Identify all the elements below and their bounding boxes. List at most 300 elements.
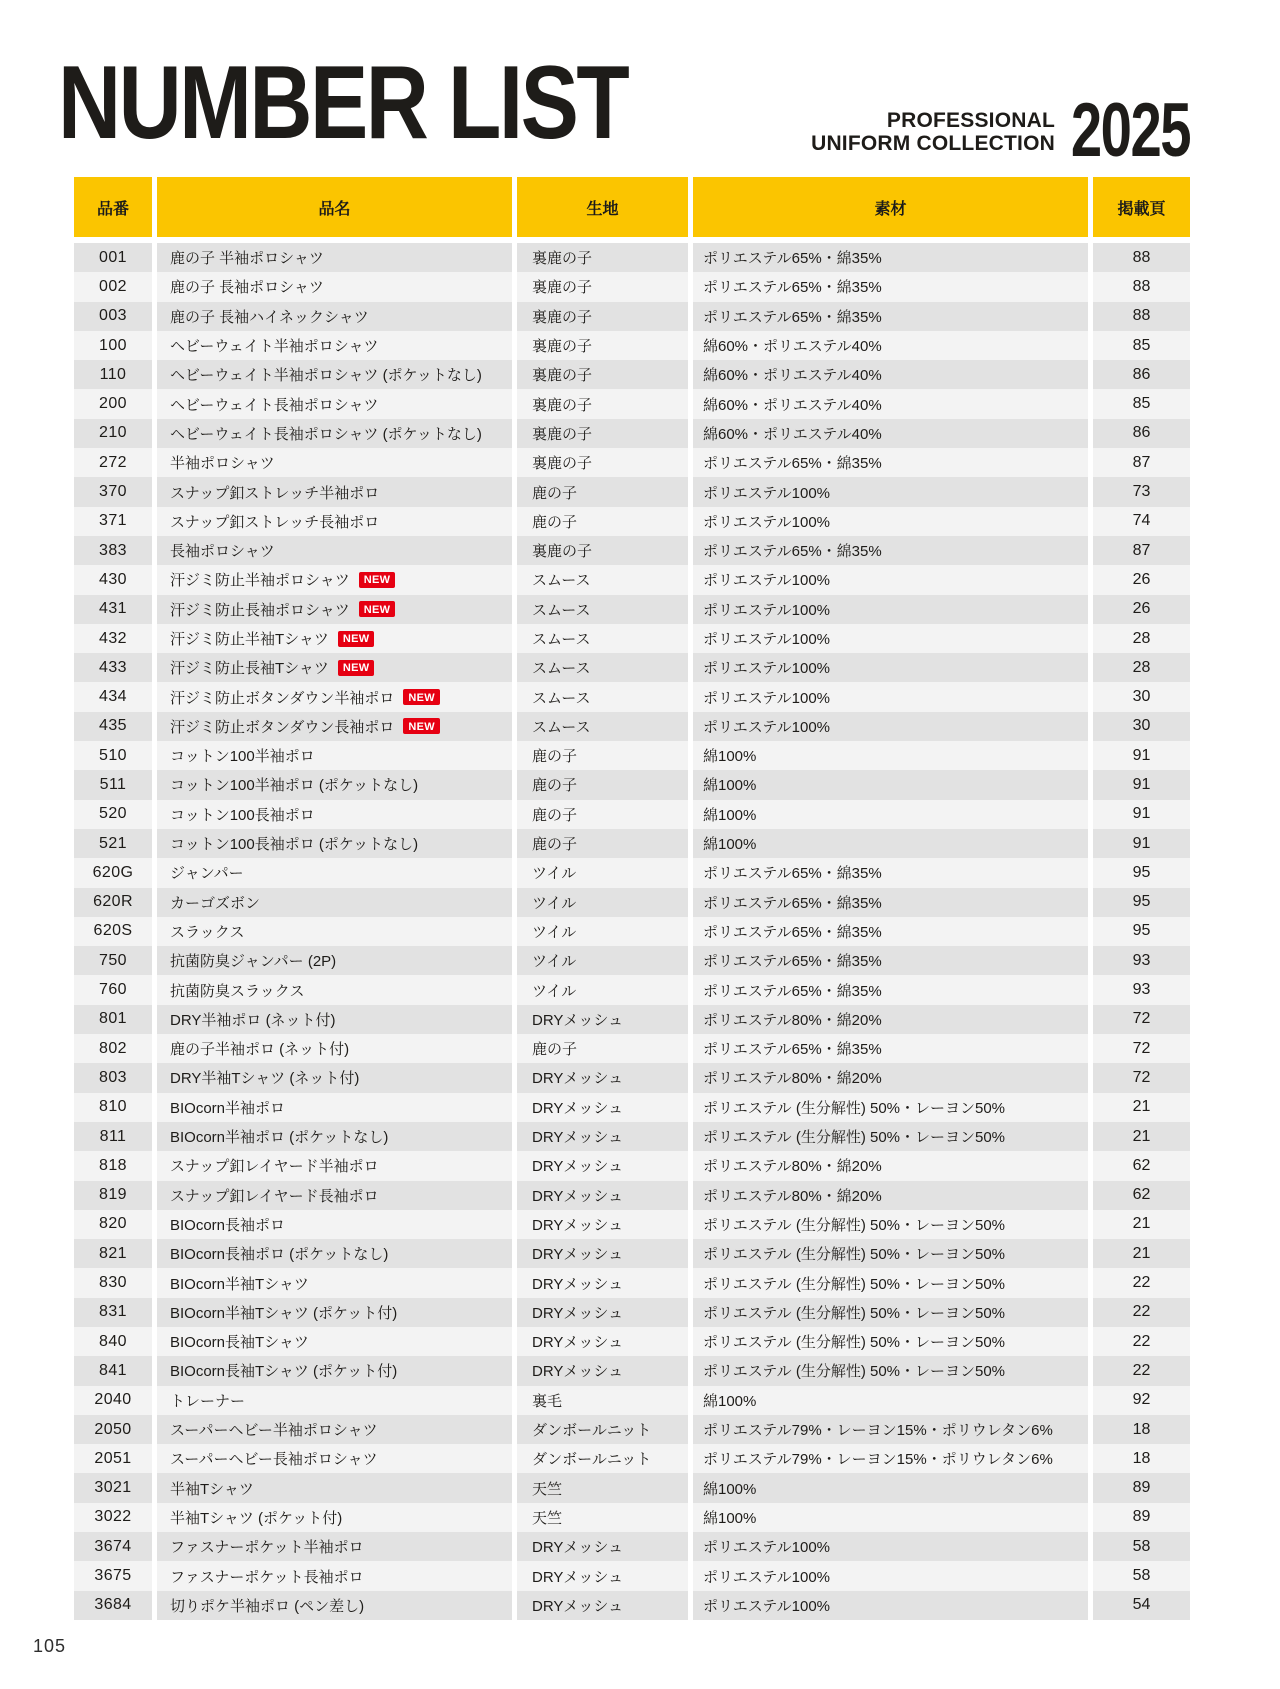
item-name-text: トレーナー [170, 1392, 246, 1410]
item-name-cell [157, 507, 512, 536]
page-ref-cell: 58 [1093, 1532, 1190, 1561]
number-list-table [74, 177, 1190, 1620]
item-name-text: 汗ジミ防止ボタンダウン長袖ポロ [170, 718, 395, 736]
item-name-cell [157, 653, 512, 682]
table-row [74, 1122, 1190, 1151]
material-cell: 綿100% [693, 1503, 1088, 1532]
item-name-cell [157, 331, 512, 360]
item-name-text: スーパーヘビー半袖ポロシャツ [170, 1422, 378, 1440]
page-ref-cell: 91 [1093, 829, 1190, 858]
item-name-cell [157, 1415, 512, 1444]
item-name-text: 汗ジミ防止長袖ポロシャツ [170, 601, 350, 619]
table-row [74, 331, 1190, 360]
page-ref-cell: 73 [1093, 477, 1190, 506]
item-name-cell [157, 243, 512, 272]
item-name-text: 半袖Tシャツ [170, 1480, 254, 1498]
table-body [74, 243, 1190, 1620]
fabric-cell: DRYメッシュ [517, 1151, 688, 1180]
item-number-cell: 435 [74, 712, 152, 741]
item-name-text: ヘビーウェイト半袖ポロシャツ [170, 338, 379, 356]
table-row [74, 448, 1190, 477]
item-name-text: コットン100半袖ポロ (ポケットなし) [170, 777, 419, 795]
page-ref-cell: 95 [1093, 917, 1190, 946]
material-cell: ポリエステル65%・綿35% [693, 975, 1088, 1004]
item-number-cell: 383 [74, 536, 152, 565]
table-row [74, 302, 1190, 331]
item-number-cell: 001 [74, 243, 152, 272]
page-ref-cell: 21 [1093, 1093, 1190, 1122]
item-name-text: コットン100長袖ポロ [170, 806, 315, 824]
item-number-cell: 520 [74, 800, 152, 829]
material-cell: ポリエステル79%・レーヨン15%・ポリウレタン6% [693, 1415, 1088, 1444]
item-name-text: カーゴズボン [170, 894, 261, 912]
item-name-cell [157, 1386, 512, 1415]
table-row [74, 975, 1190, 1004]
item-number-cell: 818 [74, 1151, 152, 1180]
item-number-cell: 510 [74, 741, 152, 770]
new-badge: NEW [359, 572, 396, 588]
item-number-cell: 810 [74, 1093, 152, 1122]
table-row [74, 1239, 1190, 1268]
table-row [74, 1415, 1190, 1444]
table-header-row [74, 177, 1190, 237]
fabric-cell: DRYメッシュ [517, 1239, 688, 1268]
material-cell: ポリエステル100% [693, 1532, 1088, 1561]
material-cell: ポリエステル100% [693, 507, 1088, 536]
item-number-cell: 820 [74, 1210, 152, 1239]
page-ref-cell: 88 [1093, 302, 1190, 331]
item-name-text: 汗ジミ防止半袖ポロシャツ [170, 572, 350, 590]
item-name-cell [157, 712, 512, 741]
new-badge: NEW [338, 660, 375, 676]
material-cell: ポリエステル65%・綿35% [693, 946, 1088, 975]
item-number-cell: 272 [74, 448, 152, 477]
material-cell: ポリエステル100% [693, 682, 1088, 711]
page-ref-cell: 58 [1093, 1561, 1190, 1590]
table-row [74, 1005, 1190, 1034]
table-row [74, 800, 1190, 829]
page-ref-cell: 21 [1093, 1210, 1190, 1239]
item-name-text: コットン100半袖ポロ [170, 748, 315, 766]
item-number-cell: 830 [74, 1268, 152, 1297]
item-name-cell [157, 302, 512, 331]
fabric-cell: 鹿の子 [517, 741, 688, 770]
fabric-cell: 天竺 [517, 1473, 688, 1502]
page-ref-cell: 28 [1093, 653, 1190, 682]
table-row [74, 1356, 1190, 1385]
material-cell: ポリエステル80%・綿20% [693, 1181, 1088, 1210]
fabric-cell: 天竺 [517, 1503, 688, 1532]
page-ref-cell: 18 [1093, 1444, 1190, 1473]
page-ref-cell: 91 [1093, 741, 1190, 770]
new-badge: NEW [403, 689, 440, 705]
page-ref-cell: 89 [1093, 1473, 1190, 1502]
table-row [74, 1444, 1190, 1473]
item-name-text: BIOcorn半袖Tシャツ (ポケット付) [170, 1304, 398, 1322]
page-ref-cell: 26 [1093, 565, 1190, 594]
item-name-cell [157, 1327, 512, 1356]
material-cell: ポリエステル (生分解性) 50%・レーヨン50% [693, 1093, 1088, 1122]
table-row [74, 507, 1190, 536]
item-number-cell: 620S [74, 917, 152, 946]
page-ref-cell: 95 [1093, 888, 1190, 917]
fabric-cell: DRYメッシュ [517, 1268, 688, 1297]
table-row [74, 536, 1190, 565]
item-number-cell: 110 [74, 360, 152, 389]
table-row [74, 712, 1190, 741]
column-header-page: 掲載頁 [1093, 177, 1190, 237]
item-name-cell [157, 624, 512, 653]
page-ref-cell: 72 [1093, 1063, 1190, 1092]
item-number-cell: 803 [74, 1063, 152, 1092]
item-name-text: ファスナーポケット長袖ポロ [170, 1568, 364, 1586]
item-name-text: スーパーヘビー長袖ポロシャツ [170, 1451, 378, 1469]
fabric-cell: DRYメッシュ [517, 1356, 688, 1385]
fabric-cell: DRYメッシュ [517, 1181, 688, 1210]
material-cell: ポリエステル (生分解性) 50%・レーヨン50% [693, 1239, 1088, 1268]
item-number-cell: 831 [74, 1298, 152, 1327]
fabric-cell: DRYメッシュ [517, 1298, 688, 1327]
item-name-cell [157, 1268, 512, 1297]
table-row [74, 1151, 1190, 1180]
table-row [74, 1034, 1190, 1063]
material-cell: ポリエステル80%・綿20% [693, 1063, 1088, 1092]
page-ref-cell: 89 [1093, 1503, 1190, 1532]
item-name-cell [157, 1561, 512, 1590]
page-ref-cell: 86 [1093, 419, 1190, 448]
item-number-cell: 3022 [74, 1503, 152, 1532]
page-ref-cell: 54 [1093, 1591, 1190, 1620]
page-ref-cell: 30 [1093, 682, 1190, 711]
fabric-cell: DRYメッシュ [517, 1122, 688, 1151]
item-name-text: BIOcorn半袖ポロ (ポケットなし) [170, 1129, 389, 1147]
item-name-text: DRY半袖ポロ (ネット付) [170, 1011, 336, 1029]
page-ref-cell: 18 [1093, 1415, 1190, 1444]
page-ref-cell: 28 [1093, 624, 1190, 653]
item-name-cell [157, 1298, 512, 1327]
item-name-text: 長袖ポロシャツ [170, 543, 275, 561]
item-name-text: スナップ釦レイヤード長袖ポロ [170, 1187, 379, 1205]
table-row [74, 243, 1190, 272]
fabric-cell: 鹿の子 [517, 507, 688, 536]
fabric-cell: スムース [517, 682, 688, 711]
fabric-cell: 裏鹿の子 [517, 360, 688, 389]
item-name-cell [157, 536, 512, 565]
item-name-cell [157, 1063, 512, 1092]
item-number-cell: 002 [74, 272, 152, 301]
item-number-cell: 821 [74, 1239, 152, 1268]
material-cell: ポリエステル65%・綿35% [693, 888, 1088, 917]
page-ref-cell: 62 [1093, 1181, 1190, 1210]
item-name-text: ジャンパー [170, 865, 244, 883]
fabric-cell: 裏鹿の子 [517, 272, 688, 301]
item-name-text: スナップ釦レイヤード半袖ポロ [170, 1158, 379, 1176]
item-name-cell [157, 682, 512, 711]
table-row [74, 888, 1190, 917]
fabric-cell: 裏鹿の子 [517, 331, 688, 360]
item-name-cell [157, 1034, 512, 1063]
page-ref-cell: 62 [1093, 1151, 1190, 1180]
material-cell: ポリエステル100% [693, 624, 1088, 653]
page-ref-cell: 88 [1093, 272, 1190, 301]
page-ref-cell: 26 [1093, 595, 1190, 624]
item-name-cell [157, 1356, 512, 1385]
item-number-cell: 2050 [74, 1415, 152, 1444]
material-cell: 綿100% [693, 1473, 1088, 1502]
page-ref-cell: 95 [1093, 858, 1190, 887]
item-name-text: 半袖Tシャツ (ポケット付) [170, 1509, 343, 1527]
fabric-cell: スムース [517, 565, 688, 594]
material-cell: ポリエステル100% [693, 565, 1088, 594]
item-name-cell [157, 595, 512, 624]
table-row [74, 1063, 1190, 1092]
item-number-cell: 433 [74, 653, 152, 682]
item-name-cell [157, 741, 512, 770]
item-name-cell [157, 477, 512, 506]
item-number-cell: 3674 [74, 1532, 152, 1561]
item-number-cell: 841 [74, 1356, 152, 1385]
material-cell: ポリエステル65%・綿35% [693, 917, 1088, 946]
fabric-cell: DRYメッシュ [517, 1532, 688, 1561]
item-name-text: BIOcorn長袖Tシャツ (ポケット付) [170, 1363, 398, 1381]
item-number-cell: 371 [74, 507, 152, 536]
item-name-cell [157, 829, 512, 858]
subtitle-line-2: UNIFORM COLLECTION [811, 132, 1055, 155]
page-ref-cell: 22 [1093, 1268, 1190, 1297]
page-ref-cell: 21 [1093, 1239, 1190, 1268]
material-cell: ポリエステル100% [693, 477, 1088, 506]
new-badge: NEW [359, 601, 396, 617]
item-number-cell: 2040 [74, 1386, 152, 1415]
fabric-cell: スムース [517, 712, 688, 741]
table-row [74, 1093, 1190, 1122]
material-cell: 綿100% [693, 800, 1088, 829]
item-name-cell [157, 360, 512, 389]
material-cell: 綿60%・ポリエステル40% [693, 331, 1088, 360]
item-name-cell [157, 1210, 512, 1239]
item-number-cell: 3021 [74, 1473, 152, 1502]
item-name-cell [157, 448, 512, 477]
column-header-item-name: 品名 [157, 177, 512, 237]
table-row [74, 389, 1190, 418]
table-row [74, 272, 1190, 301]
table-row [74, 1210, 1190, 1239]
table-row [74, 917, 1190, 946]
material-cell: ポリエステル (生分解性) 50%・レーヨン50% [693, 1210, 1088, 1239]
fabric-cell: 裏鹿の子 [517, 243, 688, 272]
item-name-text: BIOcorn半袖ポロ [170, 1099, 286, 1117]
item-name-cell [157, 1151, 512, 1180]
fabric-cell: DRYメッシュ [517, 1327, 688, 1356]
item-name-cell [157, 1444, 512, 1473]
table-row [74, 1532, 1190, 1561]
item-name-cell [157, 1093, 512, 1122]
item-name-text: ヘビーウェイト半袖ポロシャツ (ポケットなし) [170, 367, 482, 385]
fabric-cell: 鹿の子 [517, 829, 688, 858]
table-row [74, 565, 1190, 594]
item-name-text: 抗菌防臭スラックス [170, 982, 305, 1000]
item-name-text: スナップ釦ストレッチ長袖ポロ [170, 513, 380, 531]
material-cell: 綿60%・ポリエステル40% [693, 360, 1088, 389]
table-row [74, 1386, 1190, 1415]
table-row [74, 858, 1190, 887]
item-name-text: 汗ジミ防止長袖Tシャツ [170, 660, 329, 678]
material-cell: ポリエステル80%・綿20% [693, 1005, 1088, 1034]
table-row [74, 624, 1190, 653]
fabric-cell: ダンボールニット [517, 1415, 688, 1444]
fabric-cell: ツイル [517, 888, 688, 917]
new-badge: NEW [338, 631, 375, 647]
page-ref-cell: 85 [1093, 331, 1190, 360]
material-cell: 綿100% [693, 770, 1088, 799]
material-cell: ポリエステル65%・綿35% [693, 302, 1088, 331]
fabric-cell: ダンボールニット [517, 1444, 688, 1473]
page-ref-cell: 92 [1093, 1386, 1190, 1415]
table-row [74, 1298, 1190, 1327]
fabric-cell: DRYメッシュ [517, 1063, 688, 1092]
column-header-item-number: 品番 [74, 177, 152, 237]
material-cell: ポリエステル65%・綿35% [693, 536, 1088, 565]
table-row [74, 1473, 1190, 1502]
item-name-cell [157, 272, 512, 301]
table-row [74, 829, 1190, 858]
item-name-cell [157, 1239, 512, 1268]
fabric-cell: ツイル [517, 858, 688, 887]
item-name-cell [157, 1122, 512, 1151]
material-cell: ポリエステル (生分解性) 50%・レーヨン50% [693, 1298, 1088, 1327]
table-row [74, 1327, 1190, 1356]
fabric-cell: ツイル [517, 975, 688, 1004]
item-name-cell [157, 565, 512, 594]
item-name-text: スナップ釦ストレッチ半袖ポロ [170, 484, 380, 502]
fabric-cell: ツイル [517, 917, 688, 946]
item-name-text: BIOcorn長袖ポロ (ポケットなし) [170, 1246, 389, 1264]
page-ref-cell: 86 [1093, 360, 1190, 389]
table-row [74, 477, 1190, 506]
page-ref-cell: 93 [1093, 975, 1190, 1004]
item-name-cell [157, 1532, 512, 1561]
item-name-text: DRY半袖Tシャツ (ネット付) [170, 1070, 360, 1088]
page-ref-cell: 72 [1093, 1005, 1190, 1034]
item-name-text: ファスナーポケット半袖ポロ [170, 1539, 364, 1557]
material-cell: 綿60%・ポリエステル40% [693, 419, 1088, 448]
item-number-cell: 200 [74, 389, 152, 418]
page-title: NUMBER LIST [58, 45, 628, 161]
table-row [74, 1503, 1190, 1532]
item-name-cell [157, 1503, 512, 1532]
material-cell: ポリエステル (生分解性) 50%・レーヨン50% [693, 1122, 1088, 1151]
material-cell: ポリエステル (生分解性) 50%・レーヨン50% [693, 1268, 1088, 1297]
material-cell: 綿60%・ポリエステル40% [693, 389, 1088, 418]
item-number-cell: 620G [74, 858, 152, 887]
page-ref-cell: 88 [1093, 243, 1190, 272]
fabric-cell: 裏鹿の子 [517, 302, 688, 331]
item-name-cell [157, 800, 512, 829]
item-number-cell: 802 [74, 1034, 152, 1063]
material-cell: ポリエステル65%・綿35% [693, 858, 1088, 887]
item-name-text: 鹿の子 半袖ポロシャツ [170, 250, 324, 268]
item-name-text: 汗ジミ防止半袖Tシャツ [170, 631, 329, 648]
page-ref-cell: 21 [1093, 1122, 1190, 1151]
material-cell: ポリエステル65%・綿35% [693, 272, 1088, 301]
material-cell: ポリエステル80%・綿20% [693, 1151, 1088, 1180]
material-cell: ポリエステル100% [693, 1591, 1088, 1620]
page-ref-cell: 91 [1093, 770, 1190, 799]
item-number-cell: 760 [74, 975, 152, 1004]
page-ref-cell: 72 [1093, 1034, 1190, 1063]
fabric-cell: 鹿の子 [517, 1034, 688, 1063]
page-ref-cell: 93 [1093, 946, 1190, 975]
fabric-cell: 裏鹿の子 [517, 389, 688, 418]
material-cell: 綿100% [693, 829, 1088, 858]
item-number-cell: 431 [74, 595, 152, 624]
fabric-cell: 裏毛 [517, 1386, 688, 1415]
item-name-cell [157, 1473, 512, 1502]
page-ref-cell: 22 [1093, 1327, 1190, 1356]
page-ref-cell: 91 [1093, 800, 1190, 829]
item-name-text: 鹿の子半袖ポロ (ネット付) [170, 1041, 350, 1059]
collection-subtitle [811, 109, 1055, 155]
item-name-cell [157, 946, 512, 975]
fabric-cell: DRYメッシュ [517, 1210, 688, 1239]
item-number-cell: 511 [74, 770, 152, 799]
fabric-cell: 裏鹿の子 [517, 448, 688, 477]
page-ref-cell: 22 [1093, 1298, 1190, 1327]
item-name-text: BIOcorn長袖Tシャツ [170, 1334, 309, 1352]
item-name-text: 汗ジミ防止ボタンダウン半袖ポロ [170, 689, 395, 707]
item-name-text: BIOcorn長袖ポロ [170, 1216, 286, 1234]
table-row [74, 770, 1190, 799]
fabric-cell: 鹿の子 [517, 770, 688, 799]
item-name-cell [157, 917, 512, 946]
item-number-cell: 100 [74, 331, 152, 360]
subtitle-line-1: PROFESSIONAL [886, 109, 1055, 132]
item-number-cell: 3684 [74, 1591, 152, 1620]
table-row [74, 1181, 1190, 1210]
item-name-text: 半袖ポロシャツ [170, 455, 275, 473]
table-row [74, 741, 1190, 770]
item-name-text: ヘビーウェイト長袖ポロシャツ (ポケットなし) [170, 425, 482, 443]
item-name-cell [157, 1591, 512, 1620]
item-name-text: 切りポケ半袖ポロ (ペン差し) [170, 1597, 365, 1615]
item-name-text: 鹿の子 長袖ハイネックシャツ [170, 308, 369, 326]
material-cell: ポリエステル65%・綿35% [693, 243, 1088, 272]
item-name-cell [157, 975, 512, 1004]
fabric-cell: スムース [517, 624, 688, 653]
fabric-cell: 裏鹿の子 [517, 419, 688, 448]
item-name-cell [157, 858, 512, 887]
item-name-text: ヘビーウェイト長袖ポロシャツ [170, 396, 379, 414]
item-name-cell [157, 770, 512, 799]
page-ref-cell: 87 [1093, 448, 1190, 477]
material-cell: ポリエステル100% [693, 595, 1088, 624]
item-name-text: スラックス [170, 923, 245, 941]
fabric-cell: 裏鹿の子 [517, 536, 688, 565]
fabric-cell: スムース [517, 595, 688, 624]
table-row [74, 682, 1190, 711]
page-ref-cell: 22 [1093, 1356, 1190, 1385]
page-number: 105 [33, 1636, 67, 1656]
item-number-cell: 370 [74, 477, 152, 506]
item-number-cell: 003 [74, 302, 152, 331]
material-cell: ポリエステル79%・レーヨン15%・ポリウレタン6% [693, 1444, 1088, 1473]
material-cell: ポリエステル100% [693, 653, 1088, 682]
item-name-cell [157, 389, 512, 418]
page-ref-cell: 85 [1093, 389, 1190, 418]
material-cell: ポリエステル (生分解性) 50%・レーヨン50% [693, 1327, 1088, 1356]
item-number-cell: 432 [74, 624, 152, 653]
material-cell: 綿100% [693, 1386, 1088, 1415]
